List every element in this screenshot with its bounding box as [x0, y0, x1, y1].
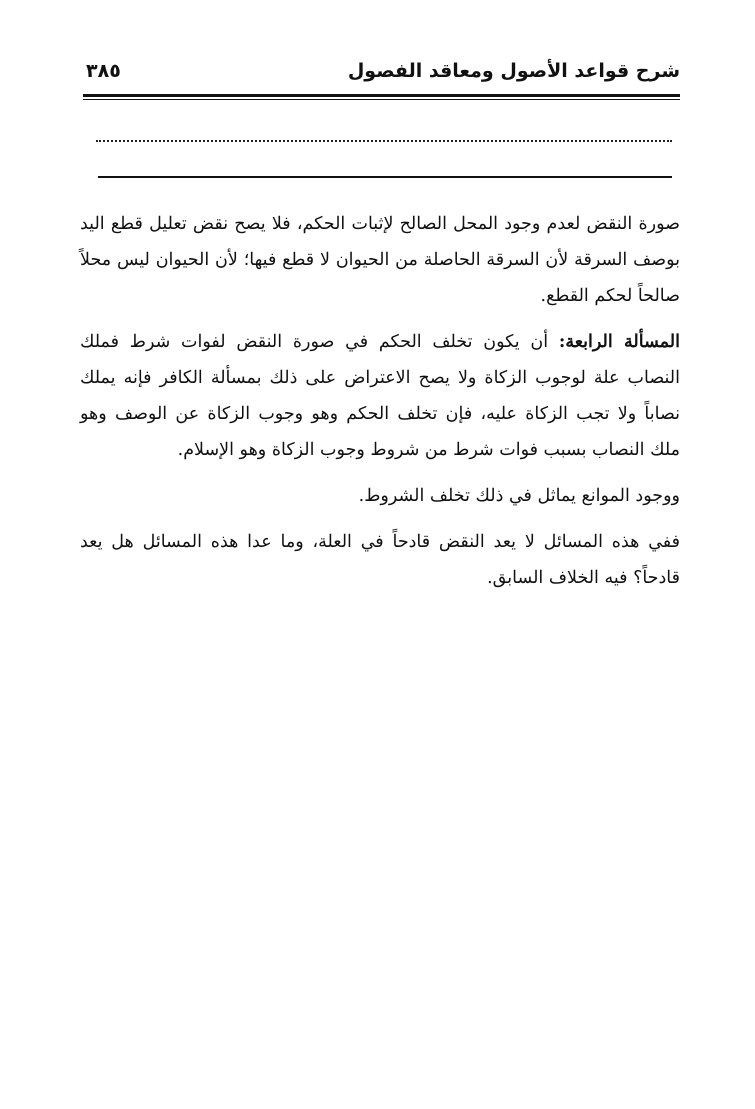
paragraph-2-text: أن يكون تخلف الحكم في صورة النقض لفوات شرط فملك النصاب علة لوجوب الزكاة ولا يصح الاعتراض على ذلك بمسألة الكافر فإنه يملك نصاباً ولا تجب الزكاة عليه، فإن تخلف الحكم وهو وجوب الزكاة عن الوصف وهو ملك النصاب بسبب فوات شرط من شروط وجوب الزكاة وهو الإسلام. — [80, 332, 680, 460]
page-header — [80, 58, 680, 90]
header-rule-thick — [83, 94, 680, 97]
page-number: ٣٨٥ — [86, 60, 121, 82]
content-separator-line — [98, 176, 672, 178]
paragraph-1: صورة النقض لعدم وجود المحل الصالح لإثبات الحكم، فلا يصح نقض تعليل قطع اليد بوصف السرقة لأن السرقة الحاصلة من الحيوان لا قطع فيها؛ لأن الحيوان ليس محلاً صالحاً لحكم القطع. — [80, 214, 680, 306]
header-rule-thin — [83, 99, 680, 100]
main-text — [80, 206, 680, 606]
paragraph-4: ففي هذه المسائل لا يعد النقض قادحاً في العلة، وما عدا هذه المسائل هل يعد قادحاً؟ فيه الخلاف السابق. — [80, 532, 680, 588]
running-title: شرح قواعد الأصول ومعاقد الفصول — [347, 60, 680, 82]
issue-four-heading: المسألة الرابعة: — [558, 332, 680, 352]
footnote-dotted-line — [96, 140, 672, 142]
paragraph-3: ووجود الموانع يماثل في ذلك تخلف الشروط. — [358, 486, 680, 506]
paragraph-2 — [80, 324, 680, 468]
